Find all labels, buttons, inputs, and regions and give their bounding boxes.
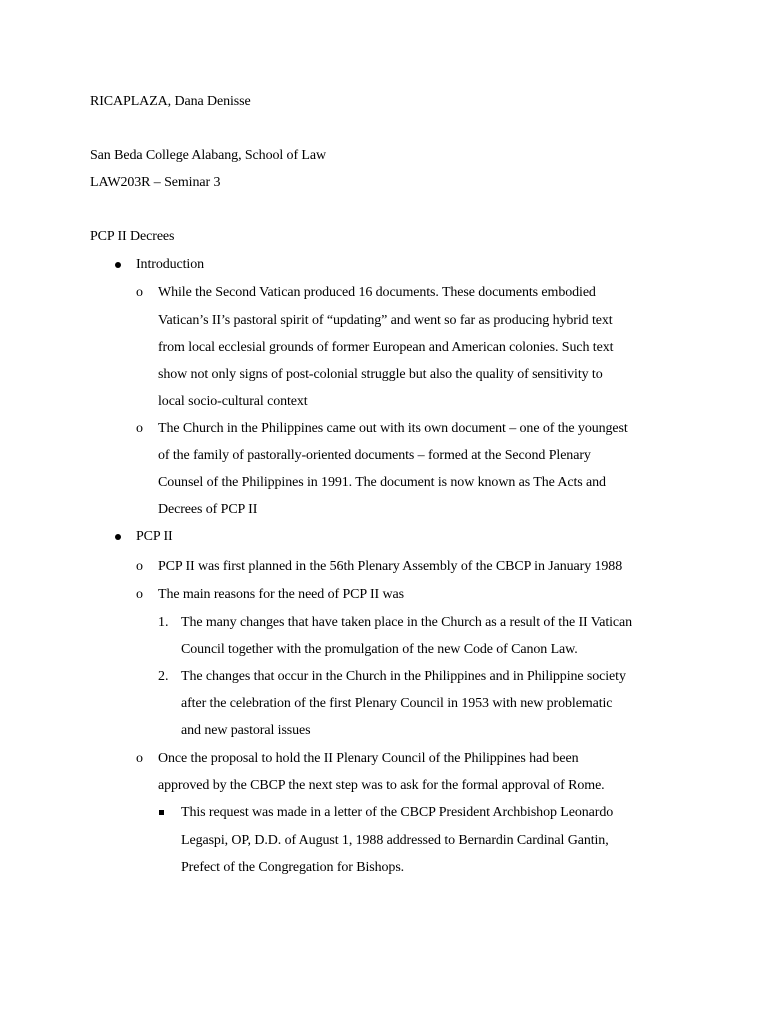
paragraph-line: local socio-cultural context [158,394,308,409]
author-name: RICAPLAZA, Dana Denisse [90,94,251,109]
sub-bullet-icon: o [136,421,143,436]
paragraph-line: after the celebration of the first Plenary Council in 1953 with new problematic [181,696,613,711]
paragraph-line: The Church in the Philippines came out with its own document – one of the youngest [158,421,628,436]
paragraph-line: The many changes that have taken place in the Church as a result of the II Vatican [181,615,633,630]
course-code: LAW203R – Seminar 3 [90,175,221,190]
document-title: PCP II Decrees [90,229,175,244]
school-name: San Beda College Alabang, School of Law [90,148,326,163]
bullet-icon [115,534,121,540]
paragraph-line: Vatican’s II’s pastoral spirit of “updating” and went so far as producing hybrid text [158,313,613,328]
paragraph-line: PCP II was first planned in the 56th Plenary Assembly of the CBCP in January 1988 [158,559,623,574]
paragraph-line: of the family of pastorally-oriented documents – formed at the Second Plenary [158,448,591,463]
paragraph-line: Legaspi, OP, D.D. of August 1, 1988 addressed to Bernardin Cardinal Gantin, [181,833,609,848]
paragraph-line: Counsel of the Philippines in 1991. The document is now known as The Acts and [158,475,606,490]
sub-bullet-icon: o [136,559,143,574]
paragraph-line: Decrees of PCP II [158,502,258,517]
sub-bullet-icon: o [136,285,143,300]
section-heading-introduction: Introduction [136,257,205,272]
paragraph-line: Prefect of the Congregation for Bishops. [181,860,405,875]
list-number: 1. [158,615,169,630]
paragraph-line: show not only signs of post-colonial struggle but also the quality of sensitivity to [158,367,603,382]
paragraph-line: The changes that occur in the Church in the Philippines and in Philippine society [181,669,626,684]
paragraph-line: and new pastoral issues [181,723,311,738]
paragraph-line: The main reasons for the need of PCP II was [158,587,404,602]
paragraph-line: from local ecclesial grounds of former European and American colonies. Such text [158,340,614,355]
sub-bullet-icon: o [136,751,143,766]
paragraph-line: Council together with the promulgation of the new Code of Canon Law. [181,642,578,657]
paragraph-line: approved by the CBCP the next step was to ask for the formal approval of Rome. [158,778,605,793]
bullet-icon [115,262,121,268]
paragraph-line: While the Second Vatican produced 16 documents. These documents embodied [158,285,596,300]
sub-bullet-icon: o [136,587,143,602]
section-heading-pcp-ii: PCP II [136,529,173,544]
paragraph-line: Once the proposal to hold the II Plenary Council of the Philippines had been [158,751,579,766]
paragraph-line: This request was made in a letter of the CBCP President Archbishop Leonardo [181,805,614,820]
square-bullet-icon [159,810,164,815]
list-number: 2. [158,669,169,684]
